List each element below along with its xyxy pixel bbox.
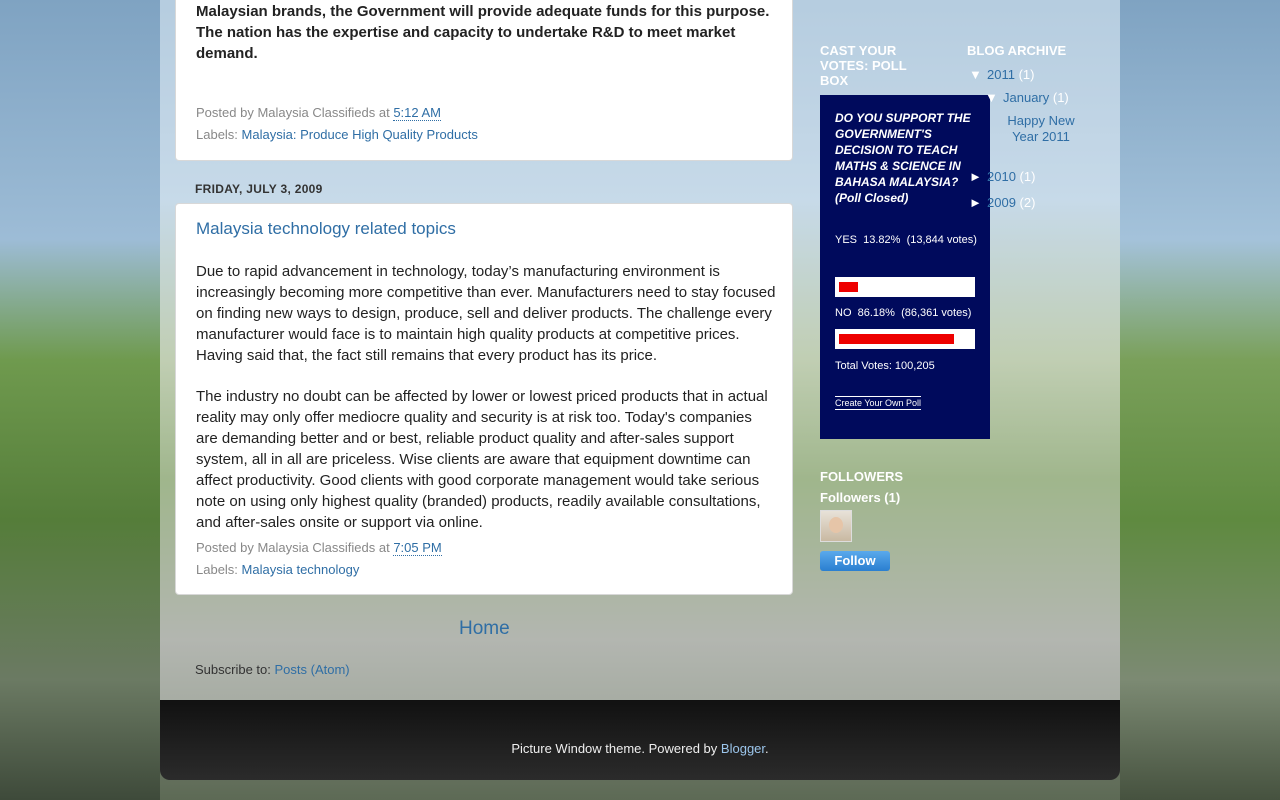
post-label-link[interactable]: Malaysia technology bbox=[241, 562, 360, 577]
archive-year-2009: ► 2009 (2) bbox=[969, 195, 1036, 210]
subscribe-line: Subscribe to: Posts (Atom) bbox=[195, 662, 350, 677]
post-labels: Labels: Malaysia technology bbox=[196, 562, 360, 577]
post-author: Malaysia Classifieds bbox=[257, 105, 376, 120]
poll-bar-fill bbox=[839, 334, 954, 344]
post-body: Malaysian brands, the Government will provide adequate funds for this purpose. The nation has the expertise and capacity to undertake R&D to meet market demand. bbox=[196, 3, 770, 62]
post-footer-author: Posted by Malaysia Classifieds at 5:12 AM bbox=[196, 105, 442, 120]
poll-bar-no bbox=[835, 329, 975, 349]
post-title-link[interactable]: Malaysia technology related topics bbox=[196, 219, 456, 238]
archive-link[interactable]: January bbox=[1003, 90, 1050, 105]
post-card bbox=[175, 0, 793, 161]
post-label-link[interactable]: Malaysia: Produce High Quality Products bbox=[241, 127, 478, 142]
archive-year-2010: ► 2010 (1) bbox=[969, 169, 1036, 184]
background-left bbox=[0, 0, 160, 800]
poll-question: DO YOU SUPPORT THE GOVERNMENT'S DECISION TO TEACH MATHS & SCIENCE IN BAHASA MALAYSIA? (Poll Closed) bbox=[835, 111, 971, 205]
footer bbox=[160, 700, 1120, 780]
follow-button[interactable]: Follow bbox=[820, 551, 890, 571]
blogger-link[interactable]: Blogger bbox=[720, 741, 766, 756]
archive-year-2011: ▼ 2011 (1) bbox=[969, 67, 1035, 82]
archive-link[interactable]: 2009 bbox=[987, 195, 1016, 210]
toggle-expanded-icon[interactable]: ▼ bbox=[969, 67, 982, 82]
poll-total-votes: Total Votes: 100,205 bbox=[835, 360, 935, 372]
archive-post-item bbox=[1001, 113, 1081, 145]
follower-avatar[interactable] bbox=[820, 510, 852, 542]
post-labels: Labels: Malaysia: Produce High Quality Products bbox=[196, 127, 478, 142]
poll-status: (Poll Closed) bbox=[835, 191, 909, 205]
avatar-face-icon bbox=[829, 517, 843, 533]
poll-box bbox=[820, 95, 990, 439]
archive-heading: BLOG ARCHIVE bbox=[967, 43, 1067, 58]
post-card bbox=[175, 203, 793, 595]
footer-credit: Picture Window theme. Powered by Blogger. bbox=[511, 741, 769, 756]
post-timestamp-link[interactable]: 7:05 PM bbox=[393, 540, 442, 555]
date-header: FRIDAY, JULY 3, 2009 bbox=[195, 182, 323, 196]
archive-link[interactable]: 2010 bbox=[987, 169, 1016, 184]
post-paragraph: The industry no doubt can be affected by lower or lowest priced products that in actual reality may only offer mediocre quality and security is at risk too. Today's companies are demanding better and or best, reliable product quality and after-sales support system, all in all are priceless. Wise clients are aware that equipment downtime can affect productivity. Good clients with good corporate management would take serious note on using only highest quality (branded) products, readily available consultations, and after-sales onsite or support via online. bbox=[196, 388, 768, 531]
create-poll-link[interactable]: Create Your Own Poll bbox=[835, 398, 922, 408]
post-timestamp-link[interactable]: 5:12 AM bbox=[393, 105, 442, 120]
home-link[interactable]: Home bbox=[459, 618, 510, 639]
toggle-collapsed-icon[interactable]: ► bbox=[969, 169, 982, 184]
poll-option-yes-text: YES 13.82% (13,844 votes) bbox=[835, 234, 977, 246]
followers-count: Followers (1) bbox=[820, 490, 901, 505]
archive-link[interactable]: 2011 bbox=[987, 67, 1015, 82]
poll-option-no-text: NO 86.18% (86,361 votes) bbox=[835, 307, 972, 319]
followers-heading: FOLLOWERS bbox=[820, 469, 904, 484]
background-right bbox=[1120, 0, 1280, 800]
post-paragraph: Due to rapid advancement in technology, today’s manufacturing environment is increasingly becoming more competitive than ever. Manufacturers need to stay focused on finding new ways to design, produce, sell and deliver products. The challenge every manufacturer would face is to maintain high quality products at competitive prices. Having said that, the fact still remains that every product has its price. bbox=[196, 263, 776, 364]
post-footer-author: Posted by Malaysia Classifieds at 7:05 PM bbox=[196, 540, 442, 555]
archive-month-january: ▼ January (1) bbox=[985, 90, 1069, 105]
toggle-expanded-icon[interactable]: ▼ bbox=[985, 90, 998, 105]
poll-bar-yes bbox=[835, 277, 975, 297]
poll-bar-fill bbox=[839, 282, 858, 292]
poll-widget-heading: CAST YOUR VOTES: POLL BOX bbox=[820, 43, 907, 88]
toggle-collapsed-icon[interactable]: ► bbox=[969, 195, 982, 210]
post-author: Malaysia Classifieds bbox=[257, 540, 376, 555]
archive-post-link[interactable]: Happy New Year 2011 bbox=[1007, 113, 1075, 144]
subscribe-posts-link[interactable]: Posts (Atom) bbox=[274, 662, 350, 677]
